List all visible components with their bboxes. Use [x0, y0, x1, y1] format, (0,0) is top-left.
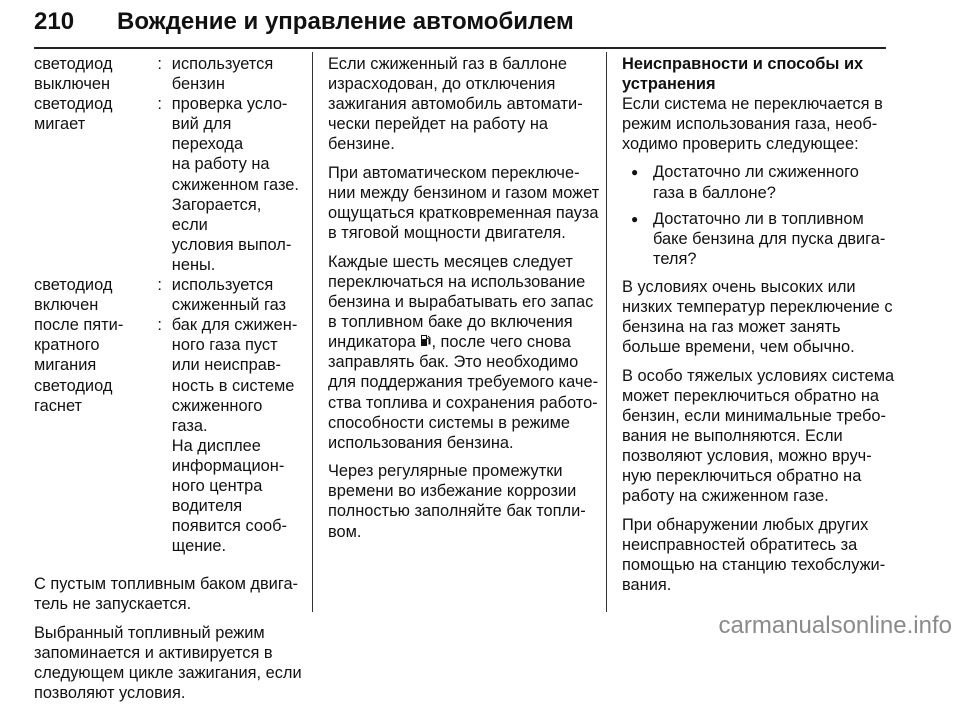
- paragraph: [622, 515, 922, 595]
- paragraph: [328, 163, 600, 243]
- text-line: используется: [171, 55, 274, 73]
- text-line: кратного: [34, 336, 100, 355]
- paragraph: [622, 366, 922, 507]
- paragraph: [328, 252, 600, 332]
- text-line: Выбранный топливный режим: [34, 624, 265, 643]
- text-line: светодиод: [34, 376, 113, 395]
- text-line: следующем цикле зажигания, если: [34, 664, 302, 683]
- text-line: позволяют условия.: [34, 684, 186, 703]
- paragraph: [328, 372, 600, 452]
- text-line: газа в баллоне?: [653, 183, 776, 202]
- text-line: При обнаружении любых других: [622, 515, 869, 534]
- text-line: В условиях очень высоких или: [622, 277, 856, 296]
- text-line: На дисплее: [171, 436, 261, 455]
- led-meaning: [172, 275, 299, 315]
- text-line: использования бензина.: [328, 433, 514, 452]
- text-line: появится сооб-: [171, 517, 287, 536]
- colon-separator: :: [157, 55, 162, 73]
- text-line: в тяговой мощности двигателя.: [328, 224, 566, 243]
- column-middle: [328, 54, 600, 550]
- text-line: израсходован, до отключения: [328, 75, 556, 94]
- led-state: [34, 54, 157, 94]
- page-number: 210: [34, 8, 75, 35]
- text-line: ства топлива и сохранения работо-: [328, 393, 598, 412]
- text-line: бензине.: [328, 135, 395, 154]
- page-header: [34, 0, 884, 48]
- text-line: позволяют условия, можно вруч-: [622, 447, 872, 466]
- led-meaning: [172, 315, 299, 556]
- text-line: зажигания автомобиль автомати-: [328, 95, 583, 114]
- led-status-row: [34, 94, 299, 275]
- text-line: водителя: [171, 497, 243, 516]
- text-line: запоминается и активируется в: [34, 644, 273, 663]
- left-paragraphs: [34, 574, 304, 703]
- column-right: [622, 54, 922, 604]
- text-line: светодиод: [34, 95, 113, 114]
- text-line: неисправностей обратитесь за: [622, 536, 858, 555]
- text-line: режим использования газа, необ-: [622, 115, 878, 134]
- section-heading: [622, 54, 922, 94]
- text-line: сжиженный газ: [171, 296, 287, 315]
- text-line: В особо тяжелых условиях система: [622, 366, 895, 385]
- indicator-line: индикатора , после чего снова: [328, 333, 571, 352]
- text-line: на работу на: [171, 155, 270, 174]
- text-line: низких температур переключение с: [622, 298, 893, 317]
- text-line: Если сжиженный газ в баллоне: [328, 55, 567, 73]
- led-status-row: [34, 315, 299, 556]
- text-line: ную переключиться обратно на: [622, 467, 862, 486]
- text-line: мигает: [34, 115, 86, 134]
- text-line: работу на сжиженном газе.: [622, 487, 829, 506]
- paragraph: [328, 54, 600, 154]
- text-line: для поддержания требуемого каче-: [328, 373, 599, 392]
- text-line: мигания: [34, 356, 97, 375]
- text-line: сжиженного газа.: [171, 396, 263, 435]
- colon-separator: :: [157, 316, 162, 335]
- led-state: [34, 315, 157, 556]
- text-line: больше времени, чем обычно.: [622, 338, 855, 357]
- text-line: При автоматическом переключе-: [328, 163, 580, 182]
- text-line: полностью заполняйте бак топли-: [328, 502, 586, 521]
- led-state: [34, 94, 157, 275]
- text-line: вий для перехода: [171, 115, 244, 154]
- text-line: бензина и вырабатывать его запас: [328, 293, 594, 312]
- paragraph: [34, 574, 304, 614]
- led-meaning: [172, 94, 299, 275]
- text-line: помощью на станцию техобслужи-: [622, 556, 886, 575]
- text-line: баке бензина для пуска двига-: [653, 229, 886, 248]
- fuel-pump-icon: [420, 332, 431, 352]
- colon-separator: :: [157, 276, 162, 295]
- text-line: ощущаться кратковременная пауза: [328, 204, 599, 223]
- page-title: Вождение и управление автомобилем: [117, 8, 574, 35]
- paragraph: [34, 623, 304, 703]
- column-divider-1: [312, 52, 313, 612]
- text-line: гаснет: [34, 396, 83, 415]
- checklist: [622, 162, 922, 268]
- text-line: устранения: [622, 75, 716, 94]
- text-line: С пустым топливным баком двига-: [34, 575, 299, 594]
- text-line: времени во избежание коррозии: [328, 482, 577, 501]
- text-line: ного центра: [171, 476, 263, 495]
- text-line: вом.: [328, 522, 362, 541]
- text-line: может переключиться обратно на: [622, 386, 880, 405]
- text-line: чески перейдет на работу на: [328, 115, 549, 134]
- text-line: Каждые шесть месяцев следует: [328, 252, 573, 271]
- text-line: способности системы в режиме: [328, 413, 571, 432]
- text-line: ность в системе: [171, 376, 295, 395]
- text-line: Через регулярные промежутки: [328, 462, 563, 481]
- text-line: тель не запускается.: [34, 595, 192, 614]
- text-line: выключен: [34, 75, 111, 94]
- text-line: Неисправности и способы их: [622, 55, 864, 73]
- text-line: теля?: [653, 249, 697, 268]
- text-line: Если система не переключается в: [622, 95, 883, 114]
- header-divider: [34, 47, 886, 49]
- text-line: включен: [34, 296, 99, 315]
- checklist-item: [622, 162, 922, 202]
- text-line: Загорается, если: [171, 195, 262, 234]
- watermark-text: carmanualsonline.info: [718, 612, 952, 639]
- text-line: светодиод: [34, 276, 113, 295]
- text-line: вания.: [622, 576, 672, 595]
- text-line: ● Достаточно ли сжиженного: [653, 163, 859, 182]
- text-line: в топливном баке до включения: [328, 313, 573, 332]
- text-line: ● Достаточно ли в топливном: [653, 209, 864, 228]
- text-line: переключаться на использование: [328, 272, 586, 291]
- text-line: бак для сжижен-: [171, 316, 298, 335]
- paragraph: [622, 277, 922, 357]
- text-line: нии между бензином и газом может: [328, 184, 600, 203]
- led-status-table: [34, 54, 299, 556]
- text-line: бензин, если минимальные требо-: [622, 407, 886, 425]
- colon-separator: :: [157, 95, 162, 114]
- text-line: щение.: [171, 537, 227, 556]
- text-line: ного газа пуст: [171, 336, 278, 355]
- led-meaning: [172, 54, 299, 94]
- right-paragraphs: [622, 277, 922, 595]
- text-line: условия выпол-: [171, 235, 292, 254]
- text-line: после пяти-: [34, 316, 124, 335]
- led-state: [34, 275, 157, 315]
- intro-paragraph: [622, 94, 922, 154]
- text-line: нены.: [171, 255, 216, 274]
- paragraph: [328, 461, 600, 541]
- text-line: светодиод: [34, 55, 113, 73]
- text-line: используется: [171, 276, 274, 295]
- led-status-row: [34, 275, 299, 315]
- column-left: [34, 54, 304, 712]
- text-line: бензина на газ может занять: [622, 318, 841, 337]
- text-line: проверка усло-: [171, 95, 288, 114]
- line: заправлять бак. Это необходимо: [328, 353, 579, 372]
- text-line: вания не выполняются. Если: [622, 427, 843, 446]
- checklist-item: [622, 209, 922, 269]
- column-divider-2: [606, 52, 607, 612]
- text-line: ходимо проверить следующее:: [622, 135, 859, 154]
- led-status-row: [34, 54, 299, 94]
- text-line: бензин: [171, 75, 225, 94]
- text-line: информацион-: [171, 456, 285, 475]
- text-line: сжиженном газе.: [171, 175, 299, 194]
- text-line: или неисправ-: [171, 356, 282, 375]
